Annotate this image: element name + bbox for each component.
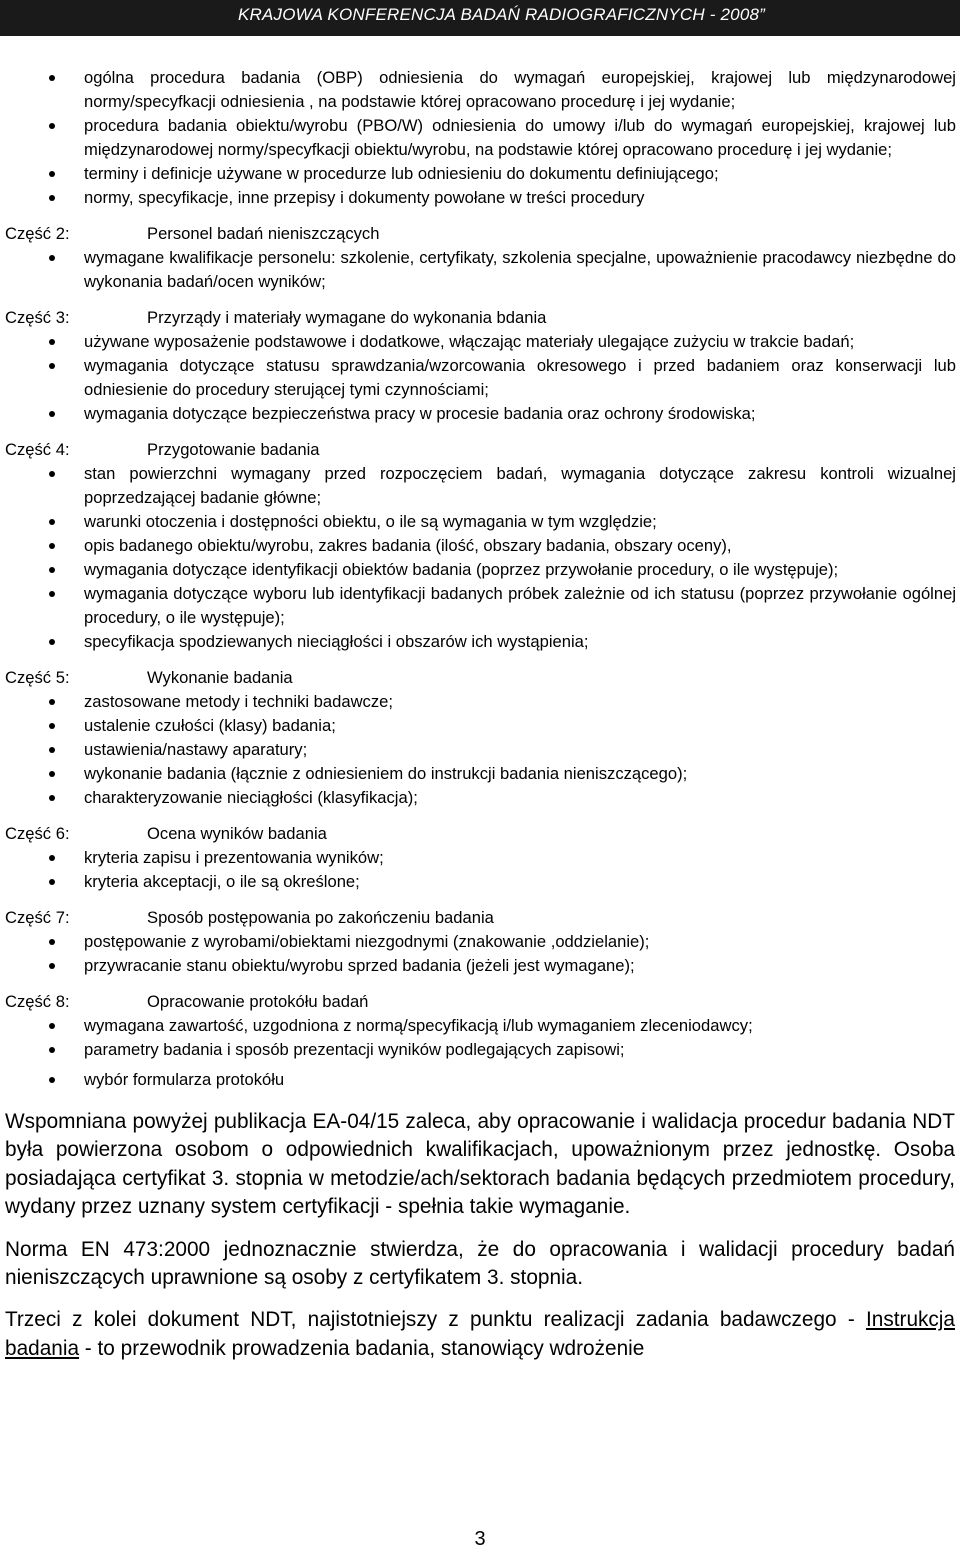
- list-item: ogólna procedura badania (OBP) odniesienia do wymagań europejskiej, krajowej lub międzynarodowej normy/specyfkacji odniesienia , na podstawie której opracowano procedurę i jej wydanie;: [0, 66, 960, 114]
- list-item: parametry badania i sposób prezentacji wyników podlegających zapisowi;: [0, 1038, 960, 1062]
- section-title: Przyrządy i materiały wymagane do wykonania bdania: [147, 308, 547, 327]
- paragraph-text: - to przewodnik prowadzenia badania, stanowiący wdrożenie: [79, 1336, 645, 1360]
- section-title: Przygotowanie badania: [147, 440, 320, 459]
- list-item: wybór formularza protokółu: [0, 1068, 960, 1092]
- section-number: Część 4:: [5, 440, 70, 459]
- section-list: [0, 690, 960, 810]
- list-item: terminy i definicje używane w procedurze lub odniesieniu do dokumentu definiującego;: [0, 162, 960, 186]
- section-number: Część 6:: [5, 824, 70, 843]
- section-number: Część 8:: [5, 992, 70, 1011]
- section-list: [0, 1014, 960, 1092]
- section-list: [0, 462, 960, 654]
- list-item: wymagania dotyczące identyfikacji obiektów badania (poprzez przywołanie procedury, o ile występuje);: [0, 558, 960, 582]
- list-item: postępowanie z wyrobami/obiektami niezgodnymi (znakowanie ,oddzielanie);: [0, 930, 960, 954]
- section-number: Część 7:: [5, 908, 70, 927]
- document-body: [0, 66, 960, 1363]
- list-item: normy, specyfikacje, inne przepisy i dokumenty powołane w treści procedury: [0, 186, 960, 210]
- section-heading: [0, 438, 960, 462]
- section-title: Wykonanie badania: [147, 668, 293, 687]
- page-header: [0, 0, 960, 36]
- list-item: zastosowane metody i techniki badawcze;: [0, 690, 960, 714]
- list-item: wymagane kwalifikacje personelu: szkolenie, certyfikaty, szkolenia specjalne, upoważnienie pracodawcy niezbędne do wykonania badań/ocen wyników;: [0, 246, 960, 294]
- paragraph: Wspomniana powyżej publikacja EA-04/15 zaleca, aby opracowanie i walidacja procedur badania NDT była powierzona osobom o odpowiednich kwalifikacjach, upoważnionym przez jednostkę. Osoba posiadająca certyfikat 3. stopnia w metodzie/ach/sektorach badania będących przedmiotem procedury, wydany przez uznany system certyfikacji - spełnia takie wymaganie.: [5, 1110, 955, 1219]
- paragraph: [0, 1306, 960, 1363]
- section-heading: [0, 666, 960, 690]
- paragraph: Norma EN 473:2000 jednoznacznie stwierdza, że do opracowania i walidacji procedury badań nieniszczących uprawnione są osoby z certyfikatem 3. stopnia.: [5, 1237, 955, 1290]
- list-item: charakteryzowanie nieciągłości (klasyfikacja);: [0, 786, 960, 810]
- section-list: [0, 846, 960, 894]
- section-heading: [0, 822, 960, 846]
- list-item: wymagania dotyczące bezpieczeństwa pracy w procesie badania oraz ochrony środowiska;: [0, 402, 960, 426]
- page-number: 3: [474, 1528, 486, 1550]
- list-item: warunki otoczenia i dostępności obiektu, o ile są wymagania w tym względzie;: [0, 510, 960, 534]
- section-heading: [0, 222, 960, 246]
- list-item: procedura badania obiektu/wyrobu (PBO/W) odniesienia do umowy i/lub do wymagań europejskiej, krajowej lub międzynarodowej normy/specyfkacji obiektu/wyrobu, na podstawie której opracowano procedurę i jej wydanie;: [0, 114, 960, 162]
- section-title: Personel badań nieniszczących: [147, 224, 380, 243]
- section-title: Ocena wyników badania: [147, 824, 327, 843]
- header-title: KRAJOWA KONFERENCJA BADAŃ RADIOGRAFICZNYCH - 2008”: [237, 5, 765, 24]
- section-heading: [0, 306, 960, 330]
- list-item: opis badanego obiektu/wyrobu, zakres badania (ilość, obszary badania, obszary oceny),: [0, 534, 960, 558]
- section-list: [0, 330, 960, 426]
- section-list: [0, 930, 960, 978]
- paragraph-text: Trzeci z kolei dokument NDT, najistotniejszy z punktu realizacji zadania badawczego -: [5, 1308, 855, 1332]
- section-number: Część 5:: [5, 668, 70, 687]
- list-item: kryteria akceptacji, o ile są określone;: [0, 870, 960, 894]
- list-item: wymagania dotyczące wyboru lub identyfikacji badanych próbek zależnie od ich statusu (poprzez przywołanie ogólnej procedury, o ile występuje);: [0, 582, 960, 630]
- list-item: przywracanie stanu obiektu/wyrobu sprzed badania (jeżeli jest wymagane);: [0, 954, 960, 978]
- list-item: specyfikacja spodziewanych nieciągłości i obszarów ich wystąpienia;: [0, 630, 960, 654]
- section-list: [0, 246, 960, 294]
- list-item: ustalenie czułości (klasy) badania;: [0, 714, 960, 738]
- list-item: wykonanie badania (łącznie z odniesieniem do instrukcji badania nieniszczącego);: [0, 762, 960, 786]
- intro-list: [0, 66, 960, 210]
- section-title: Sposób postępowania po zakończeniu badania: [147, 908, 494, 927]
- list-item: wymagana zawartość, uzgodniona z normą/specyfikacją i/lub wymaganiem zleceniodawcy;: [0, 1014, 960, 1038]
- section-number: Część 3:: [5, 308, 70, 327]
- list-item: wymagania dotyczące statusu sprawdzania/wzorcowania okresowego i przed badaniem oraz konserwacji lub odniesienie do procedury sterującej tymi czynnościami;: [0, 354, 960, 402]
- list-item: ustawienia/nastawy aparatury;: [0, 738, 960, 762]
- list-item: używane wyposażenie podstawowe i dodatkowe, włączając materiały ulegające zużyciu w trakcie badań;: [0, 330, 960, 354]
- section-title: Opracowanie protokółu badań: [147, 992, 369, 1011]
- list-item: stan powierzchni wymagany przed rozpoczęciem badań, wymagania dotyczące zakresu kontroli wizualnej poprzedzającej badanie główne;: [0, 462, 960, 510]
- list-item: kryteria zapisu i prezentowania wyników;: [0, 846, 960, 870]
- instrukcja-badania-term: Instrukcja badania: [5, 1308, 955, 1360]
- section-heading: [0, 906, 960, 930]
- section-heading: [0, 990, 960, 1014]
- section-number: Część 2:: [5, 224, 70, 243]
